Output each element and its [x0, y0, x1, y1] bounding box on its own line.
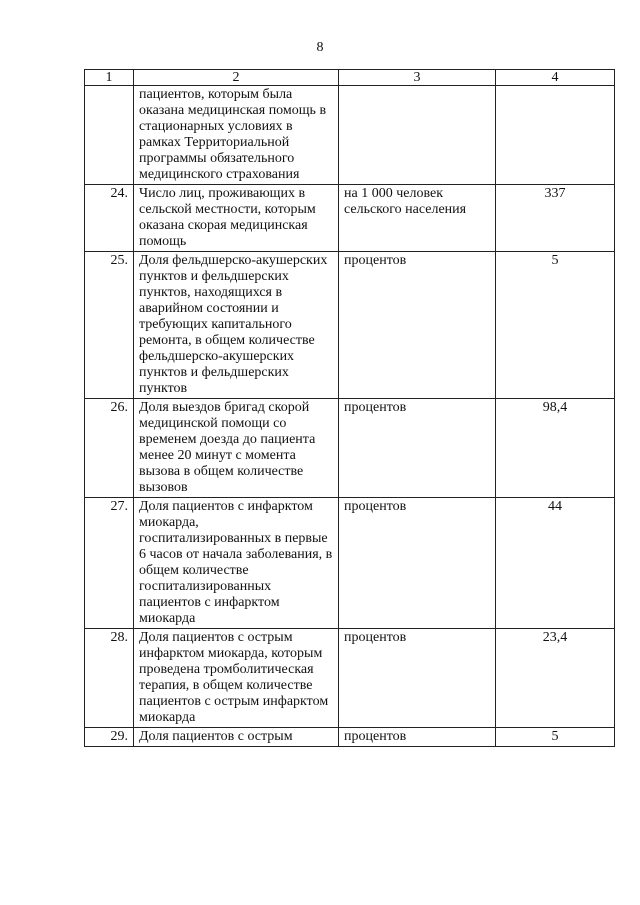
indicators-table [84, 69, 615, 747]
table-row-26 [85, 399, 615, 498]
row-number: 24. [85, 185, 134, 252]
indicator-value: 98,4 [496, 399, 615, 498]
row-number [85, 86, 134, 185]
indicator-text: Доля выездов бригад скорой медицинской помощи со временем доезда до пациента менее 20 минут с момента вызова в общем количестве вызовов [134, 399, 339, 498]
row-number: 27. [85, 498, 134, 629]
table-row-24 [85, 185, 615, 252]
unit-text: процентов [339, 629, 496, 728]
unit-text: на 1 000 человек сельского населения [339, 185, 496, 252]
indicator-text: Доля фельдшерско-акушерских пунктов и фельдшерских пунктов, находящихся в аварийном состоянии и требующих капитального ремонта, в общем количестве фельдшерско-акушерских пунктов и фельдшерских пунктов [134, 252, 339, 399]
indicator-value: 44 [496, 498, 615, 629]
table-row-continuation [85, 86, 615, 185]
unit-text: процентов [339, 399, 496, 498]
column-header-1: 1 [85, 70, 134, 86]
column-header-2: 2 [134, 70, 339, 86]
unit-text: процентов [339, 498, 496, 629]
indicator-text: Число лиц, проживающих в сельской местности, которым оказана скорая медицинская помощь [134, 185, 339, 252]
indicator-value: 5 [496, 252, 615, 399]
row-number: 28. [85, 629, 134, 728]
indicator-value: 23,4 [496, 629, 615, 728]
column-header-4: 4 [496, 70, 615, 86]
table-row-25 [85, 252, 615, 399]
table-row-29 [85, 728, 615, 747]
row-number: 29. [85, 728, 134, 747]
unit-text: процентов [339, 252, 496, 399]
row-number: 26. [85, 399, 134, 498]
indicator-text: пациентов, которым была оказана медицинская помощь в стационарных условиях в рамках Территориальной программы обязательного медицинского страхования [134, 86, 339, 185]
row-number: 25. [85, 252, 134, 399]
unit-text [339, 86, 496, 185]
column-header-3: 3 [339, 70, 496, 86]
indicator-text: Доля пациентов с инфарктом миокарда, госпитализированных в первые 6 часов от начала заболевания, в общем количестве госпитализированных пациентов с инфарктом миокарда [134, 498, 339, 629]
indicator-value: 5 [496, 728, 615, 747]
unit-text: процентов [339, 728, 496, 747]
indicator-value [496, 86, 615, 185]
table-header-row [85, 70, 615, 86]
page-number: 8 [316, 40, 324, 55]
indicator-value: 337 [496, 185, 615, 252]
indicator-text: Доля пациентов с острым инфарктом миокарда, которым проведена тромболитическая терапия, в общем количестве пациентов с острым инфарктом миокарда [134, 629, 339, 728]
table-row-28 [85, 629, 615, 728]
indicator-text: Доля пациентов с острым [134, 728, 339, 747]
table-row-27 [85, 498, 615, 629]
